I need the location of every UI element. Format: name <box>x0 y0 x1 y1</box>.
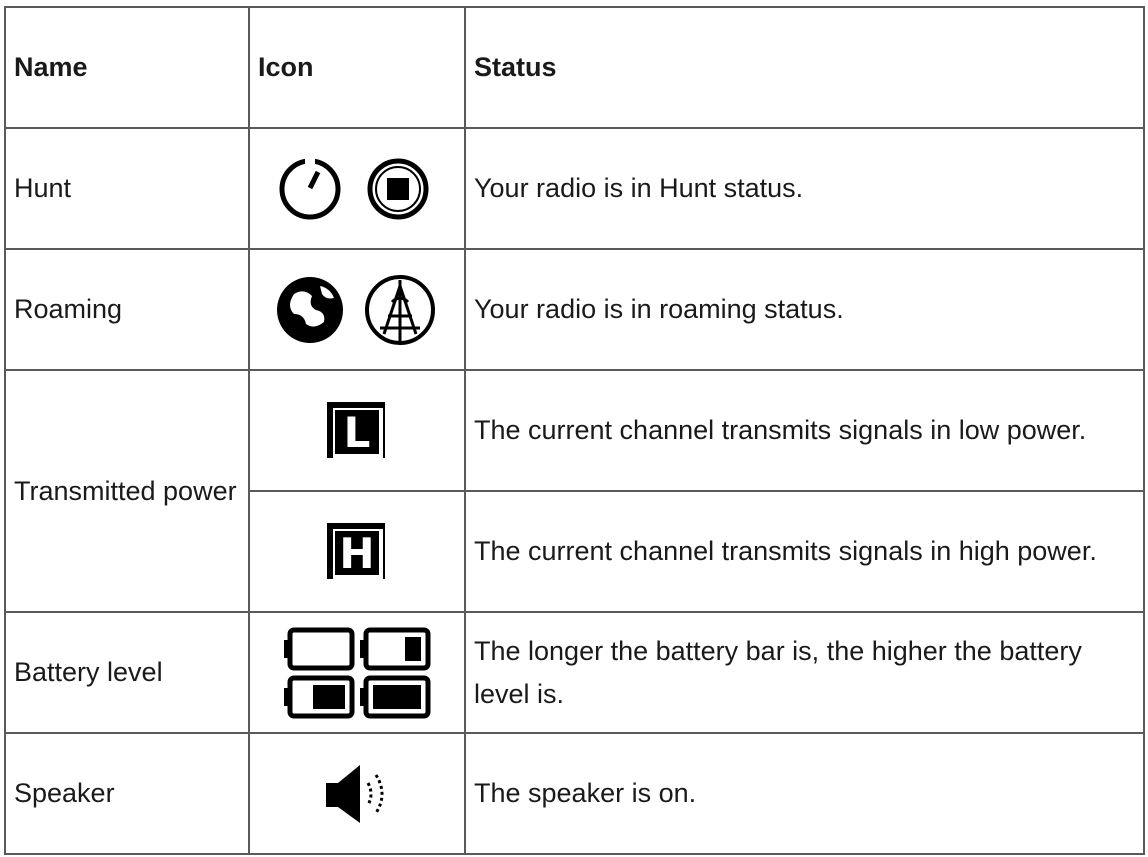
table-row <box>5 370 1144 491</box>
row-icons <box>249 249 465 370</box>
battery-full-icon <box>360 678 428 716</box>
low-power-letter: L <box>343 407 371 457</box>
row-status: The longer the battery bar is, the higher the battery level is. <box>465 612 1144 733</box>
battery-icons <box>282 626 432 720</box>
battery-fill-bar <box>405 637 421 661</box>
status-icons-table <box>4 6 1145 855</box>
row-icons <box>249 370 465 491</box>
battery-fill-bar <box>313 685 345 709</box>
row-status: The speaker is on. <box>465 733 1144 854</box>
roaming-tower-icon <box>367 277 433 343</box>
high-power-icon <box>325 521 389 583</box>
row-name: Transmitted power <box>5 370 249 612</box>
row-status: The current channel transmits signals in high power. <box>465 491 1144 612</box>
battery-one-bar-icon <box>360 630 428 668</box>
header-status: Status <box>465 7 1144 128</box>
speaker-icon <box>322 761 392 827</box>
row-name: Hunt <box>5 128 249 249</box>
table-row <box>5 128 1144 249</box>
row-icons <box>249 612 465 733</box>
row-status: Your radio is in Hunt status. <box>465 128 1144 249</box>
battery-fill-bar <box>373 685 421 709</box>
high-power-letter: H <box>339 528 375 578</box>
table-row <box>5 612 1144 733</box>
header-icon: Icon <box>249 7 465 128</box>
row-icons <box>249 491 465 612</box>
row-status: Your radio is in roaming status. <box>465 249 1144 370</box>
row-name: Battery level <box>5 612 249 733</box>
table-row <box>5 733 1144 854</box>
table-row <box>5 249 1144 370</box>
low-power-icon <box>325 400 389 462</box>
roaming-globe-icon <box>277 277 343 343</box>
row-name: Roaming <box>5 249 249 370</box>
hunt-dial-icon <box>282 156 338 217</box>
header-name: Name <box>5 7 249 128</box>
battery-empty-icon <box>284 630 352 668</box>
row-icons <box>249 733 465 854</box>
row-status: The current channel transmits signals in low power. <box>465 370 1144 491</box>
table-header-row <box>5 7 1144 128</box>
battery-two-bar-icon <box>284 678 352 716</box>
row-icons <box>249 128 465 249</box>
row-name: Speaker <box>5 733 249 854</box>
hunt-stop-icon <box>370 161 426 217</box>
